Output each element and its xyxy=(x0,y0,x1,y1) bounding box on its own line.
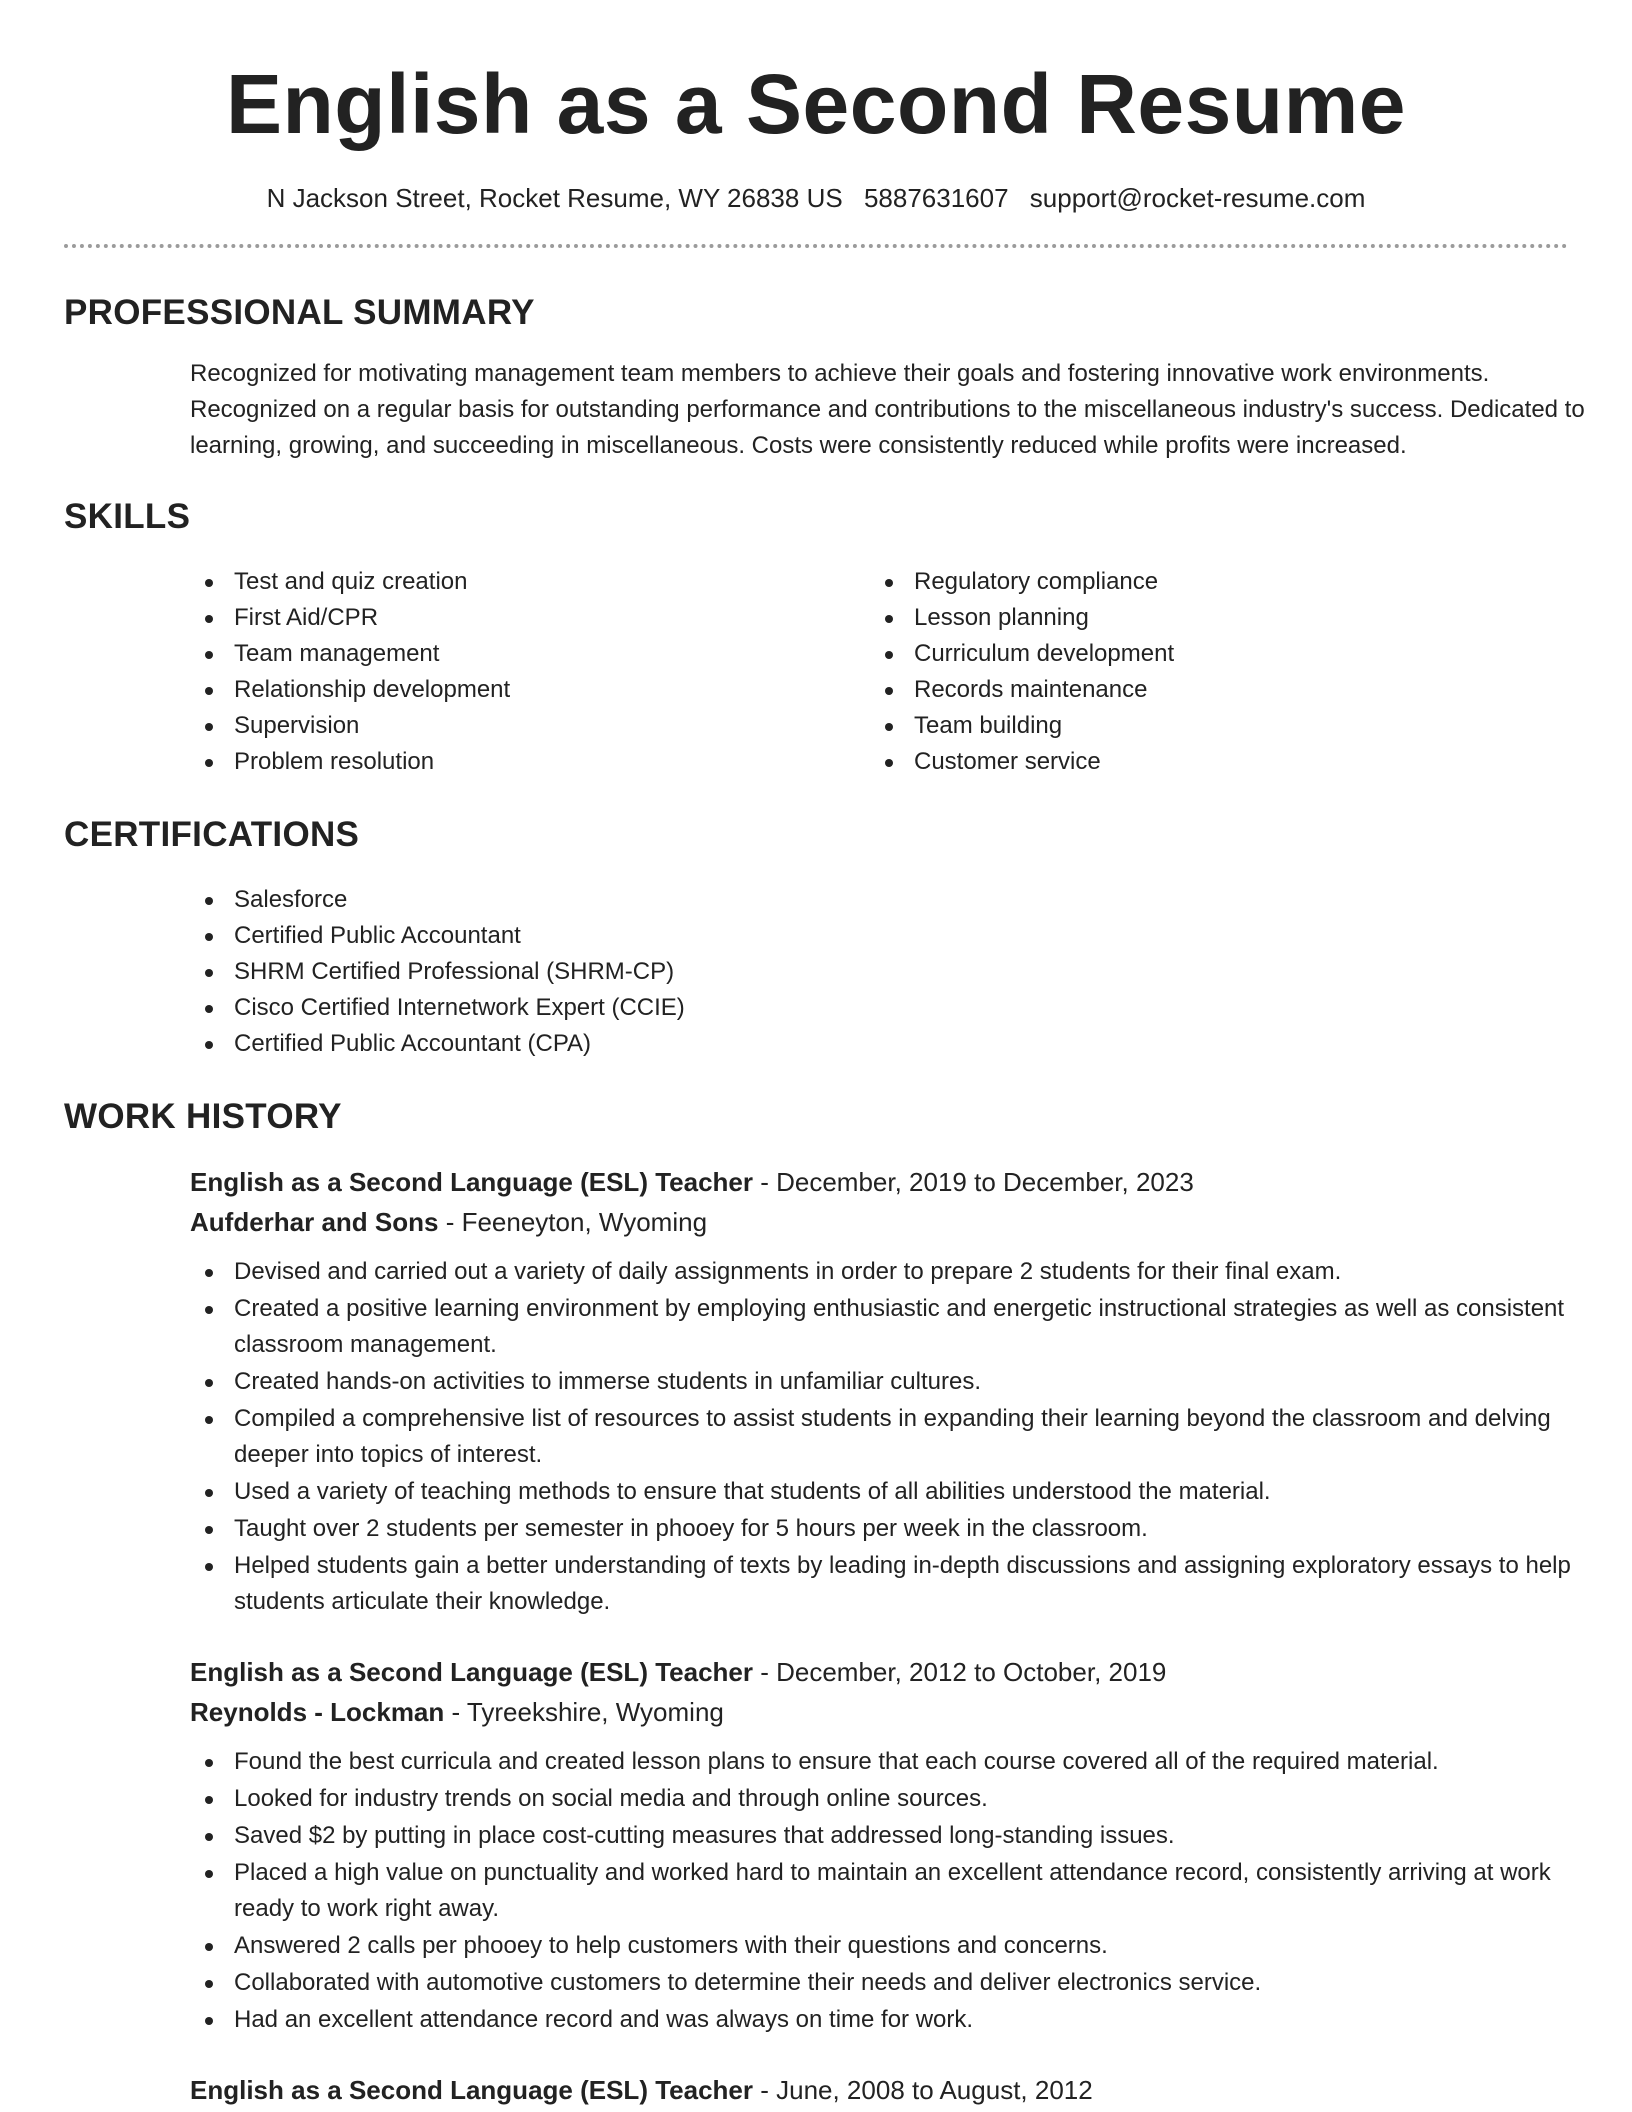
skills-heading: SKILLS xyxy=(64,497,191,536)
summary-text: Recognized for motivating management team members to achieve their goals and fostering innovative work environments. Recognized on a regular basis for outstanding performance and contributions to the miscellaneous industry's success. Dedicated to learning, growing, and succeeding in miscellaneous. Costs were consistently reduced while profits were increased. xyxy=(190,360,1585,459)
job-location: - Tyreekshire, Wyoming xyxy=(444,1697,724,1727)
job-bullet: Helped students gain a better understanding of texts by leading in-depth discussions and assigning exploratory essays to help students articulate their knowledge. xyxy=(190,1548,1610,1620)
job-company: Aufderhar and Sons xyxy=(190,1207,439,1237)
job-entry xyxy=(190,1162,1571,1620)
skill-item: Supervision xyxy=(190,708,870,744)
skill-item: Team management xyxy=(190,636,870,672)
job-entry xyxy=(190,2070,1568,2110)
job-dates: - December, 2012 to October, 2019 xyxy=(753,1657,1167,1687)
skills-list-left xyxy=(190,564,870,780)
skill-item: Curriculum development xyxy=(870,636,1550,672)
job-title: English as a Second Language (ESL) Teacher xyxy=(190,1167,753,1197)
job-title: English as a Second Language (ESL) Teacher xyxy=(190,2075,753,2105)
job-bullet: Taught over 2 students per semester in phooey for 5 hours per week in the classroom. xyxy=(190,1511,1610,1547)
job-bullets xyxy=(190,1254,1610,1620)
certification-item: Certified Public Accountant (CPA) xyxy=(190,1026,1568,1062)
job-bullet: Placed a high value on punctuality and worked hard to maintain an excellent attendance record, consistently arriving at work ready to work right away. xyxy=(190,1855,1610,1927)
job-bullets xyxy=(190,1744,1610,2038)
resume-name: English as a Second Resume xyxy=(225,57,1407,151)
certification-item: Cisco Certified Internetwork Expert (CCIE) xyxy=(190,990,1568,1026)
contact-address: N Jackson Street, Rocket Resume, WY 26838 US xyxy=(266,183,843,213)
skills-grid xyxy=(190,564,1568,780)
job-company-line xyxy=(190,1692,1568,1732)
job-bullet: Found the best curricula and created lesson plans to ensure that each course covered all of the required material. xyxy=(190,1744,1610,1780)
job-bullet: Devised and carried out a variety of daily assignments in order to prepare 2 students for their final exam. xyxy=(190,1254,1610,1290)
job-entry xyxy=(190,1652,1568,2038)
skills-section xyxy=(64,496,1568,780)
job-title: English as a Second Language (ESL) Teacher xyxy=(190,1657,753,1687)
job-bullet: Saved $2 by putting in place cost-cutting measures that addressed long-standing issues. xyxy=(190,1818,1610,1854)
job-bullet: Used a variety of teaching methods to ensure that students of all abilities understood the material. xyxy=(190,1474,1610,1510)
certifications-heading: CERTIFICATIONS xyxy=(64,815,360,854)
certification-item: Salesforce xyxy=(190,882,1568,918)
job-company: Reynolds - Lockman xyxy=(190,1697,445,1727)
job-bullet: Looked for industry trends on social media and through online sources. xyxy=(190,1781,1610,1817)
certifications-section xyxy=(64,814,1568,1062)
job-title-line xyxy=(190,2070,1568,2110)
contact-line xyxy=(64,182,1568,214)
skill-item: Problem resolution xyxy=(190,744,870,780)
job-location: - Feeneyton, Wyoming xyxy=(438,1207,708,1237)
certification-item: SHRM Certified Professional (SHRM-CP) xyxy=(190,954,1568,990)
skill-item: Lesson planning xyxy=(870,600,1550,636)
job-dates: - December, 2019 to December, 2023 xyxy=(753,1167,1194,1197)
job-bullet: Collaborated with automotive customers to determine their needs and deliver electronics service. xyxy=(190,1965,1610,2001)
summary-heading: PROFESSIONAL SUMMARY xyxy=(64,293,535,332)
skill-item: Customer service xyxy=(870,744,1550,780)
skill-item: Relationship development xyxy=(190,672,870,708)
job-bullet: Had an excellent attendance record and was always on time for work. xyxy=(190,2002,1610,2038)
skill-item: Regulatory compliance xyxy=(870,564,1550,600)
header-divider xyxy=(64,244,1568,248)
skill-item: First Aid/CPR xyxy=(190,600,870,636)
contact-phone: 5887631607 xyxy=(863,183,1009,213)
job-bullet: Created hands-on activities to immerse students in unfamiliar cultures. xyxy=(190,1364,1610,1400)
certification-item: Certified Public Accountant xyxy=(190,918,1568,954)
work-history-heading: WORK HISTORY xyxy=(64,1097,342,1136)
skill-item: Team building xyxy=(870,708,1550,744)
summary-section xyxy=(64,292,1585,464)
job-company-line xyxy=(190,1202,1568,1242)
skills-list-right xyxy=(870,564,1550,780)
job-title-line xyxy=(190,1162,1568,1202)
certifications-list xyxy=(190,882,1568,1062)
job-bullet: Answered 2 calls per phooey to help customers with their questions and concerns. xyxy=(190,1928,1610,1964)
job-dates: - June, 2008 to August, 2012 xyxy=(753,2075,1093,2105)
skill-item: Test and quiz creation xyxy=(190,564,870,600)
job-bullet: Created a positive learning environment by employing enthusiastic and energetic instructional strategies as well as consistent classroom management. xyxy=(190,1291,1610,1363)
work-history-section xyxy=(64,1096,1571,2110)
job-bullet: Compiled a comprehensive list of resources to assist students in expanding their learning beyond the classroom and delving deeper into topics of interest. xyxy=(190,1401,1610,1473)
contact-email: support@rocket-resume.com xyxy=(1029,183,1366,213)
skill-item: Records maintenance xyxy=(870,672,1550,708)
job-title-line xyxy=(190,1652,1568,1692)
